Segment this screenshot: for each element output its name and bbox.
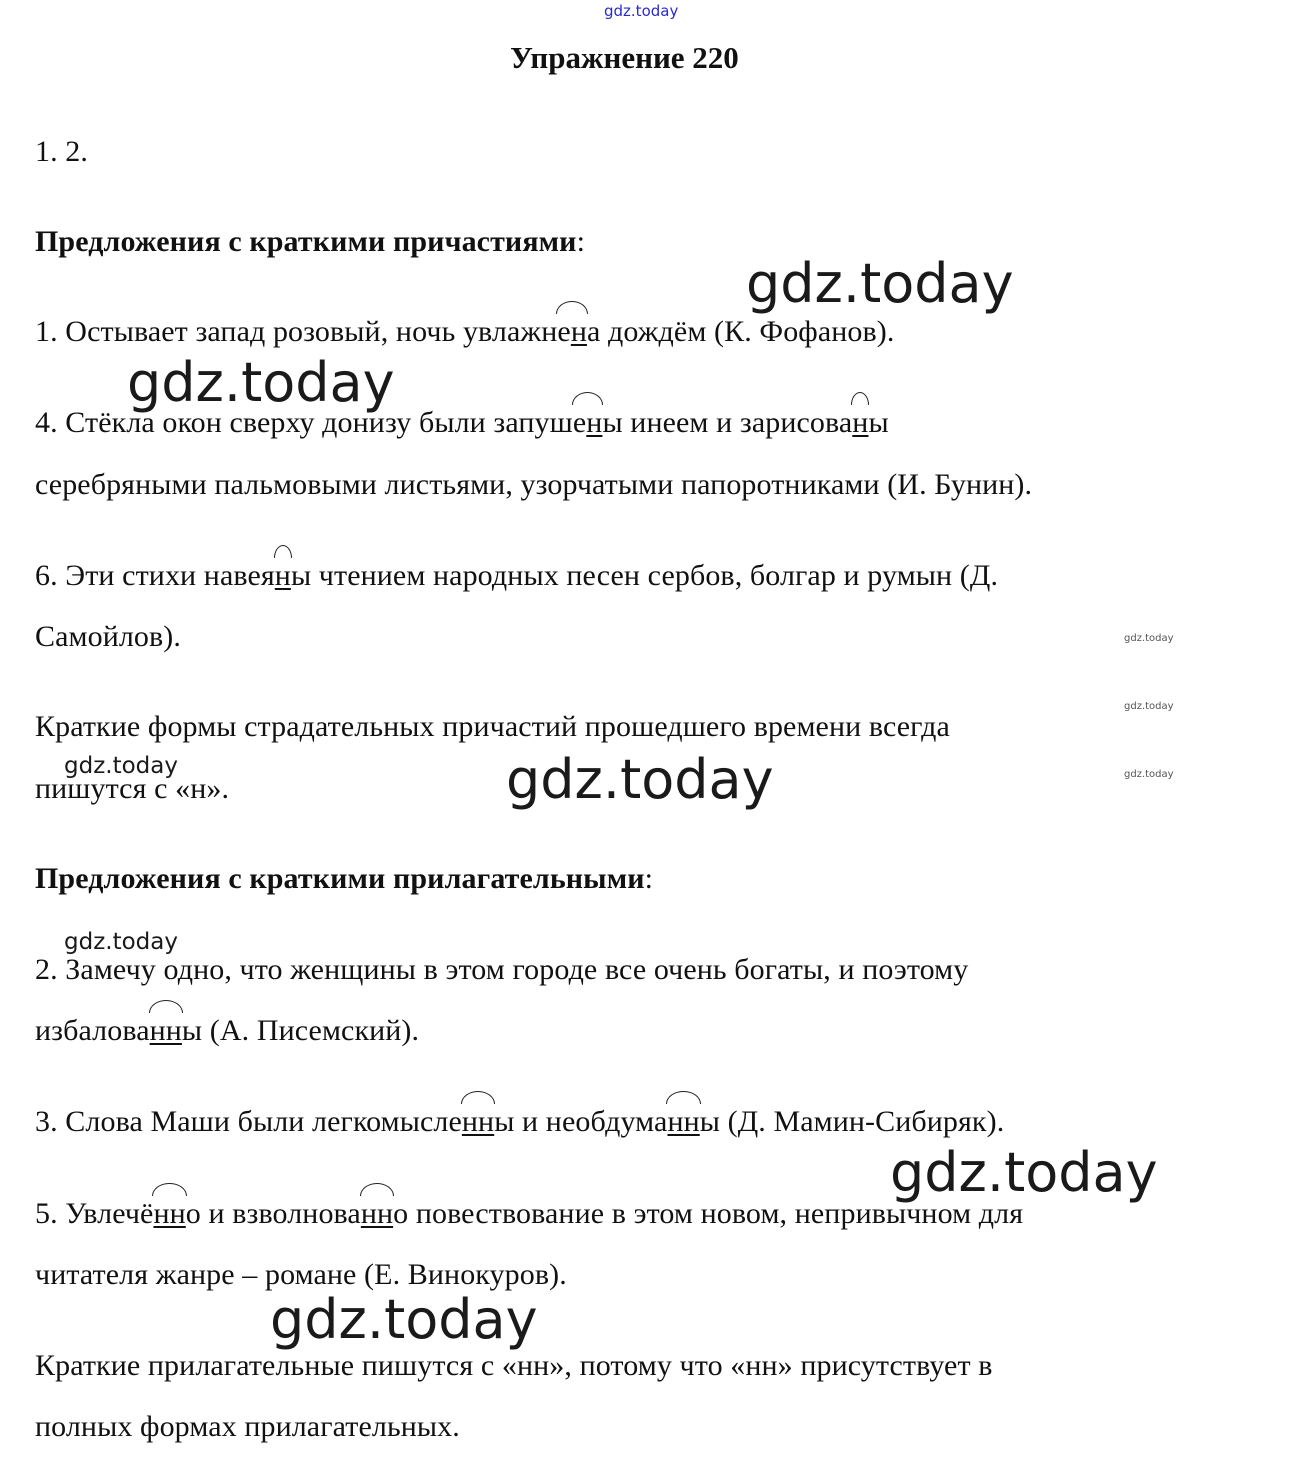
sentence-text: 3. Слова Маши были легкомысле xyxy=(35,1105,462,1138)
watermark: gdz.today xyxy=(64,929,178,955)
sentence-6-line-2: Самойлов). xyxy=(35,620,181,653)
suffix-letter: е xyxy=(557,315,571,348)
morpheme-suffix-mark: нн xyxy=(461,1105,495,1138)
morpheme-suffix-mark: нн xyxy=(153,1197,186,1230)
sentence-text: ы и необдума xyxy=(494,1105,668,1138)
sentence-2-line-1: 2. Замечу одно, что женщины в этом городе все очень богаты, и поэтому xyxy=(35,953,969,986)
participles-rule-line-1: Краткие формы страдательных причастий прошедшего времени всегда xyxy=(35,710,950,743)
watermark: gdz.today xyxy=(1124,633,1174,644)
watermark: gdz.today xyxy=(890,1141,1158,1204)
sentence-text: 1. Остывает запад розовый, ночь увлажн xyxy=(35,315,558,348)
sentence-3 xyxy=(35,1104,1004,1140)
adjectives-rule-line-1: Краткие прилагательные пишутся с «нн», потому что «нн» присутствует в xyxy=(35,1349,993,1382)
watermark: gdz.today xyxy=(270,1288,538,1351)
suffix-letter: е xyxy=(572,406,587,439)
sentence-text: а дождём (К. Фофанов). xyxy=(586,315,895,348)
adjectives-heading xyxy=(35,861,653,897)
sentence-6-line-1 xyxy=(35,558,998,594)
morpheme-suffix-mark xyxy=(557,314,587,350)
sentence-1 xyxy=(35,314,894,350)
watermark: gdz.today xyxy=(506,748,774,811)
sentence-text: ы (А. Писемский). xyxy=(181,1014,420,1047)
heading-text: Предложения с краткими прилагательными xyxy=(35,862,645,895)
watermark: gdz.today xyxy=(604,2,679,20)
watermark: gdz.today xyxy=(746,252,1014,315)
watermark: gdz.today xyxy=(1124,701,1174,712)
watermark: gdz.today xyxy=(1124,769,1174,780)
sentence-5-line-1 xyxy=(35,1196,1023,1232)
sentence-2-line-2 xyxy=(35,1013,419,1049)
exercise-title: Упражнение 220 xyxy=(510,40,739,75)
sentence-text: 4. Стёкла окон сверху донизу были запуш xyxy=(35,406,573,439)
sentence-text: 5. Увлечё xyxy=(35,1197,154,1230)
heading-text: Предложения с краткими причастиями xyxy=(35,225,577,258)
sentence-5-line-2: читателя жанре – романе (Е. Винокуров). xyxy=(35,1258,567,1291)
watermark: gdz.today xyxy=(127,351,395,414)
morpheme-suffix-mark: нн xyxy=(667,1105,700,1138)
morpheme-suffix-mark: нн xyxy=(360,1197,394,1230)
underlined-letter: н xyxy=(570,315,587,348)
morpheme-suffix-mark: н xyxy=(852,406,869,439)
morpheme-suffix-mark: н xyxy=(274,559,291,592)
morpheme-suffix-mark xyxy=(573,405,603,441)
participles-heading xyxy=(35,224,585,260)
watermark: gdz.today xyxy=(64,753,178,779)
heading-colon: : xyxy=(644,862,654,895)
sentence-4-line-2: серебряными пальмовыми листьями, узорчатыми папоротниками (И. Бунин). xyxy=(35,468,1033,501)
sentence-text: ы инеем и зарисова xyxy=(602,406,853,439)
sentence-text: о и взволнова xyxy=(185,1197,361,1230)
underlined-letter: н xyxy=(586,406,603,439)
sentence-text: о повествование в этом новом, непривычном для xyxy=(393,1197,1024,1230)
sentence-text: избалова xyxy=(35,1014,150,1047)
morpheme-suffix-mark: нн xyxy=(149,1014,182,1047)
adjectives-rule-line-2: полных формах прилагательных. xyxy=(35,1410,460,1443)
sentence-text: 6. Эти стихи навея xyxy=(35,559,275,592)
sentence-text: ы xyxy=(868,406,889,439)
sentence-text: ы (Д. Мамин-Сибиряк). xyxy=(699,1105,1005,1138)
participles-rule-line-2: пишутся с «н». xyxy=(35,772,230,805)
sentence-text: ы чтением народных песен сербов, болгар и румын (Д. xyxy=(290,559,999,592)
heading-colon: : xyxy=(576,225,586,258)
task-numbers: 1. 2. xyxy=(35,135,88,168)
